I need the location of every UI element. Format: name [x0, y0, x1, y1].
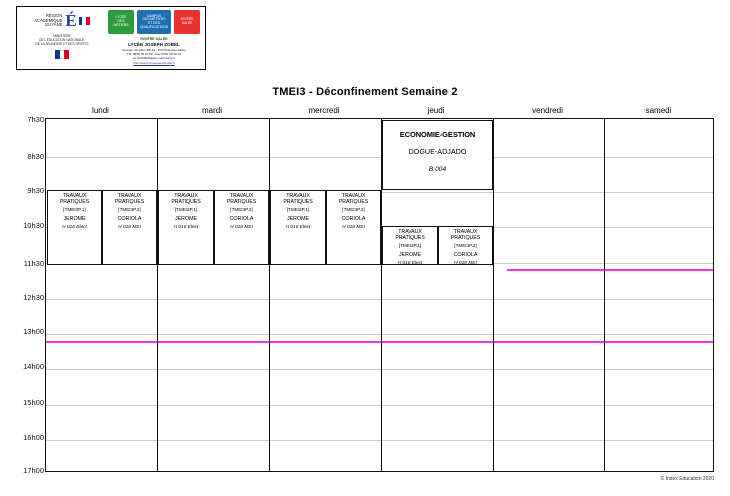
course-room: H 018 MEI — [342, 225, 365, 230]
course-teacher: CORIOLA — [341, 216, 366, 222]
course-group: [TMEI3P.1] — [63, 207, 86, 212]
course-group: [TMEI3P.1] — [286, 207, 310, 212]
course-subject: TRAVAUX PRATIQUES — [338, 193, 369, 205]
course-room: B 004 — [428, 166, 447, 173]
hour-separator — [46, 369, 713, 370]
course-teacher: JEROME — [398, 252, 422, 258]
day-header-row — [45, 103, 714, 118]
school-name: LYCÉE JOSEPH ZOBEL — [128, 42, 180, 47]
course-room: H 016 Elect — [397, 261, 423, 265]
hour-separator — [46, 299, 713, 300]
course-block[interactable] — [438, 226, 493, 265]
hour-label-11h30: 11h30 — [23, 259, 44, 268]
timetable-board — [45, 118, 714, 472]
academy-title: RÉGION ACADÉMIQUE GUYANE — [34, 12, 63, 28]
course-group: [TMEI3P.1] — [174, 207, 198, 212]
hour-separator — [46, 405, 713, 406]
course-block[interactable] — [382, 120, 493, 190]
course-group: [TMEI3P.1] — [398, 243, 422, 248]
course-subject: TRAVAUX PRATIQUES — [283, 193, 313, 205]
academy-logo — [21, 10, 103, 68]
course-block[interactable] — [47, 190, 102, 265]
academy-letter-icon: É — [65, 11, 76, 30]
academy-emblem — [23, 10, 101, 32]
course-block[interactable] — [270, 190, 326, 265]
course-teacher: JEROME — [174, 216, 198, 222]
hour-label-15h00: 15h00 — [23, 398, 44, 407]
pink-marker-midday — [46, 341, 713, 343]
school-region-label: RIVIÈRE SALÉE — [140, 37, 168, 41]
day-header-vendredi: vendredi — [532, 106, 563, 115]
ministry-text: MINISTÈRE DE L'ÉDUCATION NATIONALE, DE LA JEUNESSE ET DES SPORTS — [35, 34, 89, 46]
day-header-lundi: lundi — [92, 106, 109, 115]
course-room: H 018 MEI — [454, 261, 477, 265]
course-room: H 016 Elect — [285, 225, 311, 230]
course-block[interactable] — [102, 190, 157, 265]
day-header-mardi: mardi — [201, 106, 222, 115]
course-subject: TRAVAUX PRATIQUES — [171, 193, 201, 205]
course-room: H 016 Elect — [62, 225, 87, 230]
timetable — [16, 103, 714, 475]
day-separator — [493, 119, 494, 471]
course-block[interactable] — [326, 190, 381, 265]
pink-marker-morning — [507, 269, 713, 271]
course-room: H 018 MEI — [230, 225, 253, 230]
school-identity — [105, 10, 203, 68]
course-subject: ECONOMIE-GESTION — [399, 130, 476, 139]
course-block[interactable] — [158, 190, 214, 265]
course-group: [TMEI3P.2] — [454, 243, 477, 248]
course-room: H 018 MEI — [118, 225, 141, 230]
footer-copyright: © Index Education 2020 — [660, 476, 714, 482]
school-website: http://www.lyceejosephzobel.fr — [133, 61, 175, 66]
course-room: H 016 Elect — [173, 225, 199, 230]
course-subject: TRAVAUX PRATIQUES — [114, 193, 145, 205]
lycee-metiers-badge: LYCÉE DES MÉTIERS — [108, 10, 134, 34]
course-subject: TRAVAUX PRATIQUES — [59, 193, 90, 205]
hour-separator — [46, 440, 713, 441]
course-group: [TMEI3P.2] — [230, 207, 253, 212]
riviere-salee-badge: RIVIÈRE SALÉE — [174, 10, 200, 34]
course-block[interactable] — [382, 226, 438, 265]
school-badges — [108, 10, 200, 36]
course-group: [TMEI3P.2] — [118, 207, 141, 212]
course-subject: TRAVAUX PRATIQUES — [450, 229, 481, 241]
hour-separator — [46, 157, 713, 158]
campus-badge: CAMPUS DES MÉTIERS ET DES QUALIFICATIONS — [137, 10, 171, 34]
course-teacher: CORIOLA — [117, 216, 142, 222]
hour-label-7h30: 7h30 — [27, 115, 44, 124]
hour-label-12h30: 12h30 — [23, 293, 44, 302]
hour-label-17h00: 17h00 — [23, 466, 44, 475]
day-separator — [157, 119, 158, 471]
hour-label-10h30: 10h30 — [23, 221, 44, 230]
french-flag-icon — [79, 17, 90, 25]
course-teacher: CORIOLA — [453, 252, 478, 258]
day-separator — [604, 119, 605, 471]
hour-separator — [46, 334, 713, 335]
republic-flag-icon — [55, 50, 69, 59]
course-group: [TMEI3P.2] — [342, 207, 365, 212]
page-title: TMEI3 - Déconfinement Semaine 2 — [272, 86, 458, 98]
school-address: Quartier Chanflor BP 42 - 97215 Rivière-Salée Tél. 0596 68 10 00 - Fax 0596 68 48 40 ce.9720003h@ac-martinique.fr — [122, 48, 186, 61]
course-block[interactable] — [214, 190, 269, 265]
day-header-jeudi: jeudi — [427, 106, 445, 115]
hour-label-14h00: 14h00 — [23, 362, 44, 371]
hour-label-16h00: 16h00 — [23, 433, 44, 442]
day-header-samedi: samedi — [645, 106, 672, 115]
course-teacher: JEROME — [286, 216, 310, 222]
course-teacher: JEROME — [63, 216, 86, 222]
hour-label-8h30: 8h30 — [27, 152, 44, 161]
day-header-mercredi: mercredi — [308, 106, 340, 115]
course-teacher: CORIOLA — [229, 216, 254, 222]
course-teacher: DOGUE-ADJADO — [408, 147, 467, 156]
course-subject: TRAVAUX PRATIQUES — [395, 229, 425, 241]
hour-label-13h00: 13h00 — [23, 327, 44, 336]
day-separator — [269, 119, 270, 471]
course-subject: TRAVAUX PRATIQUES — [226, 193, 257, 205]
hour-label-9h30: 9h30 — [27, 186, 44, 195]
school-logo-box — [16, 6, 206, 70]
